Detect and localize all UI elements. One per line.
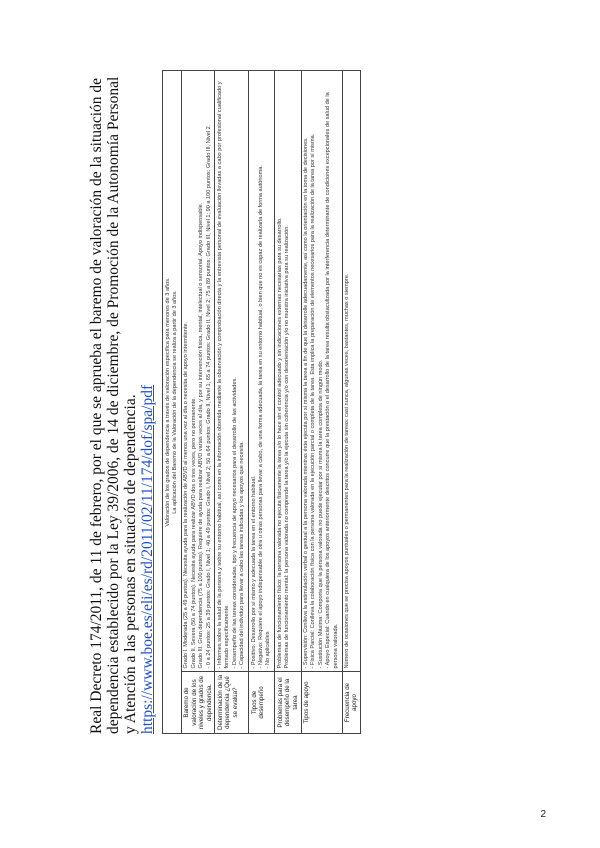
- row-label-frecuencia: Frecuencia de apoyo: [342, 672, 361, 734]
- boe-link[interactable]: https://www.boe.es/eli/es/rd/2011/02/11/174/dof/spa/pdf: [139, 384, 156, 734]
- table-row: [163, 71, 182, 734]
- tipo-item: - Positivo: Desarrollo por sí mismo y adecuada la tarea en el entorno habitual.: [251, 74, 258, 669]
- apoyo-item: - Apoyo Especial: Cuando en cualquiera de los apoyos anteriormente descritos concurre que la prestación o el desarrollo de la tarea resulta obstaculizada por la interferencia determinante de condiciones excepcionales de salud de la persona valorada.: [325, 74, 340, 669]
- grado-item: Grado I. Moderada (25 a 49 puntos). Necesita ayuda para la realización de ABVD al menos una vez al día o necesita de apoyo intermitente.: [183, 321, 190, 669]
- table-row: [342, 71, 361, 734]
- prob-item: Problemas de funcionamiento físico: la persona valorada no ejecuta físicamente la tarea y/o lo hace sin el control adecuado y sin indicaciones externas necesarias para su desarrollo.: [276, 217, 283, 669]
- frecuencia-cell: Número de ocasiones que se precisa apoyos puntuales o permanentes para la realización de tareas: casi nunca, algunas veces, bastantes, muchas o siempre.: [342, 71, 361, 672]
- rotated-content: [80, 60, 520, 740]
- tipo-item: - Negativo: Requiere el apoyo indispensable de otra u otras personas para llevar a cabo, de una forma adecuada, la tarea en su entorno habitual, o bien que no es capaz de realizarla de forma autónoma.: [258, 74, 265, 669]
- apoyo-item: - Supervisión: Conlleva la estimulación verbal o gestual a la persona valorada mientras ésta ejecuta por sí misma la tarea a fin de que la desarrolle adecuadamente, así como la orientación en la toma de decisiones.: [303, 74, 310, 669]
- row-label-tipos: Tipos de desempeño: [249, 672, 275, 734]
- intro-line: La aplicación del Baremo de la Valoración de la dependencia se realiza a partir de 3 años.: [171, 290, 178, 514]
- grado-puntos: - 0 a 24 puntos: 25 a 39 puntos: Grado I, Nivel 1; 40 a 49 puntos: Grado I, Nivel 2; 50 a 64 puntos: Grado II, Nivel 1; 65 a 74 puntos: Grado II, Nivel 2; 75 a 89 puntos: Grado III, Nivel 1; 90 a 100 puntos: Grado III, Nivel 2.: [206, 74, 213, 669]
- table-row: [249, 71, 275, 734]
- prob-item: Problemas de funcionamiento mental: la persona valorada no comprende la tarea y/o la ejecuta sin coherencia y/o con desorientación y/o no muestra iniciativa para su realización.: [284, 225, 291, 669]
- det-item: - Desempeño de las tareas consideradas, tipo y frecuencia de apoyo necesarios para el desarrollo de las actividades.: [232, 74, 239, 669]
- table-row: [301, 71, 342, 734]
- row-label-baremo: Baremo de valoración de los niveles y grados de dependencia.: [181, 672, 215, 734]
- intro-line: Valoración de los grados de dependencia a través de valoración específica para menores de 3 años.: [164, 277, 171, 527]
- table-row: [215, 71, 249, 734]
- row-label-apoyo: Tipos de apoyo: [301, 672, 342, 734]
- apoyo-item: - Sustitución Máxima: Comporta que la persona valorada no puede ejecutar por sí misma la tarea completa de ningún modo.: [318, 74, 325, 669]
- apoyo-item: - Física Parcial: Conlleva la colaboración física con la persona valorada en la ejecución parcial o completa de la tarea. Esta implica la preparación de elementos necesarios para la realización de la tarea por sí misma.: [310, 74, 317, 669]
- apoyo-cell: [301, 71, 342, 672]
- baremo-cell: [181, 71, 215, 672]
- row-label-problemas: Problemas para el desempeño de la tarea: [275, 672, 301, 734]
- document-title: Real Decreto 174/2011, de 11 de febrero, por el que se aprueba el baremo de valoración de la situación de dependencia establecido por la Ley 39/2006, de 14 de diciembre, de Promoción de la Autonomía Personal y Atención a las personas en situación de dependencia.: [88, 76, 139, 734]
- det-item: - Informes sobre la salud de la persona y sobre su entorno habitual, así como en la información obtenida mediante la observación y comprobación directa y la entrevista personal de evaluación llevadas a cabo por profesional cualificado y formado específicamente.: [217, 74, 232, 669]
- tipo-item: - No aplicables: [265, 74, 272, 669]
- grado-item: Grado II. Severa (50 a 74 puntos). Necesita ayuda para realizar ABVD dos o tres veces, pero no permanente.: [190, 397, 197, 669]
- table-row: [181, 71, 215, 734]
- intro-cell: [163, 71, 182, 734]
- document-header: [88, 66, 156, 734]
- determinacion-cell: [215, 71, 249, 672]
- table-row: [275, 71, 301, 734]
- page-number: 2: [540, 809, 546, 820]
- tipos-cell: [249, 71, 275, 672]
- problemas-cell: [275, 71, 301, 672]
- grado-item: Grado III. Gran dependencia (75 a 100 puntos). Requiere de ayuda para realizar ABVD varias veces al día, y por su intervención física, mental, intelectual o sensorial. Apoyo indispensable.: [198, 202, 205, 669]
- baremo-table: [162, 70, 361, 734]
- det-item: - Capacidad del individuo para llevar a cabo las tareas indicadas y los apoyos que necesita.: [239, 74, 246, 669]
- row-label-determinacion: Determinación de la dependencia ¿Qué se evalúa?: [215, 672, 249, 734]
